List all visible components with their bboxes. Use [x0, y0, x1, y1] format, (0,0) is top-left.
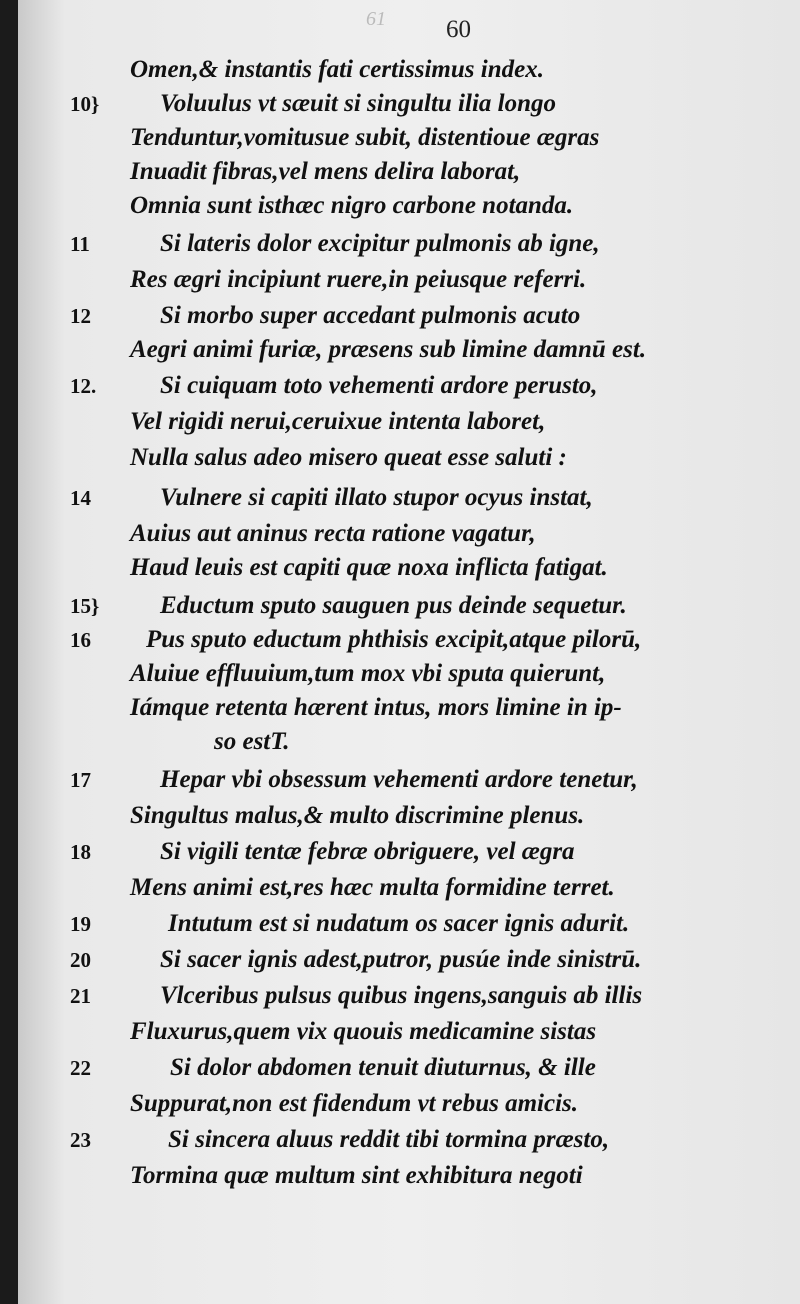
- verse-text: Vel rigidi nerui,ceruixue intenta laboret,: [130, 408, 546, 435]
- aphorism-number: 10}: [70, 92, 100, 116]
- verse-text: so estT.: [214, 728, 290, 755]
- verse-line: [18, 1050, 800, 1086]
- verse-text: Inuadit fibras,vel mens delira laborat,: [130, 158, 521, 185]
- verse-text: Eductum sputo sauguen pus deinde sequetur.: [160, 592, 627, 619]
- verse-text: Tormina quæ multum sint exhibitura negoti: [130, 1162, 583, 1189]
- aphorism-number: 23: [70, 1128, 91, 1152]
- aphorism-number: 12: [70, 304, 91, 328]
- bleed-through-marks: 61: [366, 8, 386, 30]
- verse-line: [18, 1014, 800, 1050]
- page-number: 60: [446, 16, 471, 43]
- book-page: [18, 0, 800, 1304]
- verse-text: Aegri animi furiæ, præsens sub limine damnū est.: [130, 336, 647, 363]
- verse-line: [18, 978, 800, 1014]
- verse-line: [18, 404, 800, 440]
- aphorism-number: 21: [70, 984, 91, 1008]
- verse-text: Nulla salus adeo misero queat esse saluti :: [130, 444, 567, 471]
- verse-line: [18, 622, 800, 658]
- verse-text: Iámque retenta hærent intus, mors limine in ip-: [130, 694, 622, 721]
- verse-line: [18, 52, 800, 88]
- verse-text: Vlceribus pulsus quibus ingens,sanguis ab illis: [160, 982, 643, 1009]
- verse-line: [18, 906, 800, 942]
- verse-text: Res ægri incipiunt ruere,in peiusque referri.: [130, 266, 587, 293]
- verse-text: Intutum est si nudatum os sacer ignis adurit.: [168, 910, 630, 937]
- verse-text: Si lateris dolor excipitur pulmonis ab igne,: [160, 230, 600, 257]
- aphorism-number: 22: [70, 1056, 91, 1080]
- verse-line: [18, 226, 800, 262]
- verse-text: Si cuiquam toto vehementi ardore perusto,: [160, 372, 598, 399]
- verse-line: [18, 550, 800, 586]
- verse-line: [18, 120, 800, 156]
- verse-text: Tenduntur,vomitusue subit, distentioue ægras: [130, 124, 600, 151]
- verse-line: [18, 298, 800, 334]
- aphorism-number: 15}: [70, 594, 100, 618]
- verse-text: Haud leuis est capiti quæ noxa inflicta fatigat.: [130, 554, 608, 581]
- aphorism-number: 16: [70, 628, 91, 652]
- verse-line: [18, 262, 800, 298]
- book-gutter-shadow: [0, 0, 18, 1304]
- verse-line: [18, 588, 800, 624]
- verse-text: Omen,& instantis fati certissimus index.: [130, 56, 544, 83]
- verse-line: [18, 834, 800, 870]
- verse-line: [18, 942, 800, 978]
- aphorism-number: 19: [70, 912, 91, 936]
- verse-text: Si sacer ignis adest,putror, pusúe inde sinistrū.: [160, 946, 642, 973]
- verse-line: [18, 516, 800, 552]
- verse-line: [18, 724, 800, 760]
- verse-text: Si vigili tentæ febræ obriguere, vel ægra: [160, 838, 575, 865]
- aphorism-number: 17: [70, 768, 91, 792]
- verse-text: Suppurat,non est fidendum vt rebus amicis.: [130, 1090, 578, 1117]
- verse-line: [18, 1158, 800, 1194]
- verse-text: Auius aut aninus recta ratione vagatur,: [130, 520, 536, 547]
- verse-line: [18, 188, 800, 224]
- aphorism-number: 11: [70, 232, 90, 256]
- verse-line: [18, 690, 800, 726]
- verse-text: Singultus malus,& multo discrimine plenus.: [130, 802, 585, 829]
- verse-line: [18, 762, 800, 798]
- verse-text: Si sincera aluus reddit tibi tormina præsto,: [168, 1126, 610, 1153]
- verse-line: [18, 798, 800, 834]
- verse-line: [18, 656, 800, 692]
- verse-line: [18, 870, 800, 906]
- verse-text: Pus sputo eductum phthisis excipit,atque pilorū,: [146, 626, 642, 653]
- verse-line: [18, 332, 800, 368]
- verse-line: [18, 1086, 800, 1122]
- verse-text: Mens animi est,res hæc multa formidine terret.: [130, 874, 615, 901]
- verse-text: Si dolor abdomen tenuit diuturnus, & ille: [170, 1054, 596, 1081]
- verse-line: [18, 480, 800, 516]
- verse-line: [18, 154, 800, 190]
- verse-text: Hepar vbi obsessum vehementi ardore tenetur,: [160, 766, 638, 793]
- verse-text: Si morbo super accedant pulmonis acuto: [160, 302, 581, 329]
- verse-line: [18, 440, 800, 476]
- verse-text: Omnia sunt isthæc nigro carbone notanda.: [130, 192, 574, 219]
- verse-text: Fluxurus,quem vix quouis medicamine sistas: [130, 1018, 597, 1045]
- aphorism-number: 12.: [70, 374, 97, 398]
- verse-line: [18, 86, 800, 122]
- aphorism-number: 18: [70, 840, 91, 864]
- verse-text: Aluiue effluuium,tum mox vbi sputa quierunt,: [130, 660, 606, 687]
- aphorism-number: 14: [70, 486, 91, 510]
- verse-text: Vulnere si capiti illato stupor ocyus instat,: [160, 484, 593, 511]
- verse-line: [18, 1122, 800, 1158]
- verse-text: Voluulus vt sæuit si singultu ilia longo: [160, 90, 556, 117]
- aphorism-number: 20: [70, 948, 91, 972]
- verse-line: [18, 368, 800, 404]
